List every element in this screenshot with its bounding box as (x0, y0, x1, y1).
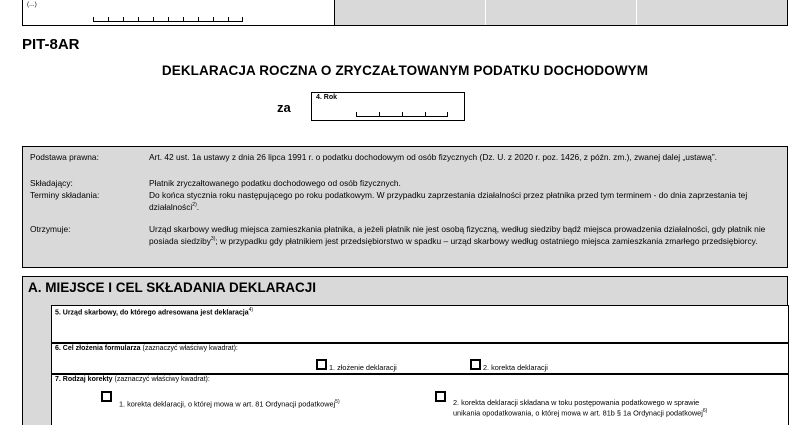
correction-type-field (51, 374, 789, 425)
info-value-tail: . (196, 201, 200, 212)
info-value (149, 224, 779, 246)
year-field[interactable] (311, 92, 465, 121)
year-field-ticks (356, 113, 448, 117)
section-a-title-text: MIEJSCE I CEL SKŁADANIA DEKLARACJI (45, 280, 317, 295)
section-a-letter: A. (28, 280, 42, 295)
form-code: PIT-8AR (22, 36, 80, 53)
info-key: Podstawa prawna: (30, 152, 99, 162)
info-value-text: Do końca stycznia roku następującego po roku podatkowym. W przypadku zaprzestania działalności przez płatnika przed tym terminem - do dnia zaprzestania tej działalności (149, 190, 748, 212)
info-key: Składający: (30, 178, 73, 188)
section-a-title (28, 280, 316, 295)
year-prefix: za (277, 100, 291, 115)
correction-type-1-label: 1. korekta deklaracji, o której mowa w art. 81 Ordynacji podatkowej$^{5)}$ (119, 399, 340, 409)
top-left-field-ticks (93, 18, 243, 22)
top-header-strip (22, 0, 788, 26)
tax-office-field-label: 5. Urząd skarbowy, do którego adresowana jest deklaracja$^{4)}$ (55, 307, 254, 317)
correction-type-1-checkbox[interactable] (101, 391, 112, 402)
top-left-field[interactable] (23, 0, 335, 25)
top-shaded-fields (335, 0, 787, 25)
form-purpose-field (51, 343, 789, 374)
info-value (149, 190, 779, 212)
tax-office-field[interactable] (51, 305, 789, 343)
legal-info-block (22, 146, 788, 268)
footnote-ref: 3) (210, 236, 216, 242)
footnote-ref: 2) (192, 202, 197, 208)
year-field-label: 4. Rok (316, 94, 338, 101)
info-value-text: Urząd skarbowy według miejsca zamieszkania płatnika, a jeżeli płatnik nie jest osobą fizyczną, według siedziby bądź miejsca prowadzenia działalności, gdy płatnik nie posiada siedziby (149, 224, 766, 246)
info-key: Terminy składania: (30, 190, 100, 200)
purpose-submission-label: 1. złożenie deklaracji (329, 363, 397, 372)
correction-type-label: 7. Rodzaj korekty (zaznaczyć właściwy kwadrat): (55, 376, 210, 383)
info-value-tail: ; w przypadku gdy płatnikiem jest przedsiębiorstwo w spadku – urząd skarbowy według ostatniego miejsca zamieszkania zmarłego przedsiębiorcy. (215, 235, 758, 246)
purpose-correction-checkbox[interactable] (470, 359, 481, 370)
top-shaded-cell (637, 0, 787, 25)
top-shaded-cell (486, 0, 637, 25)
correction-type-2-checkbox[interactable] (435, 391, 446, 402)
top-shaded-cell (335, 0, 486, 25)
info-value: Płatnik zryczałtowanego podatku dochodowego od osób fizycznych. (149, 178, 401, 188)
form-purpose-label: 6. Cel złożenia formularza (zaznaczyć właściwy kwadrat): (55, 345, 238, 352)
info-value: Art. 42 ust. 1a ustawy z dnia 26 lipca 1991 r. o podatku dochodowym od osób fizycznych (Dz. U. z 2020 r. poz. 1426, z późn. zm.), zwanej dalej „ustawą”. (149, 152, 717, 162)
purpose-submission-checkbox[interactable] (316, 359, 327, 370)
info-key: Otrzymuje: (30, 224, 71, 234)
correction-type-2-label: 2. korekta deklaracji składana w toku postępowania podatkowego w sprawie unikania opodatkowania, o której mowa w art. 81b § 1a Ordynacji podatkowej$^{6)}$ (453, 398, 708, 418)
top-left-field-label: (...) (27, 1, 37, 8)
form-title: DEKLARACJA ROCZNA O ZRYCZAŁTOWANYM PODATKU DOCHODOWYM (161, 63, 649, 78)
purpose-correction-label: 2. korekta deklaracji (483, 363, 548, 372)
section-a (22, 276, 788, 425)
